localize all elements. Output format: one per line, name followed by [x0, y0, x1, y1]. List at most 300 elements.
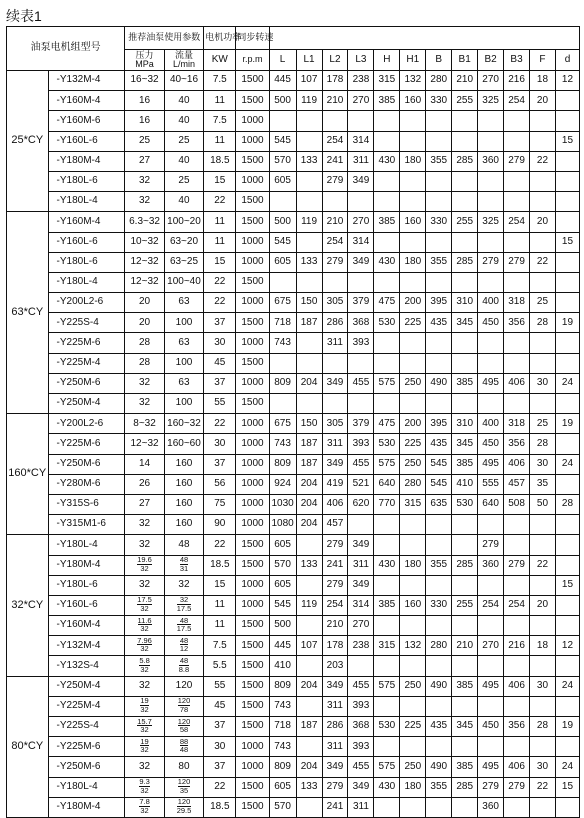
cell-L3: 349 — [348, 535, 374, 555]
cell-B3: 254 — [504, 595, 530, 615]
cell-B2: 360 — [478, 797, 504, 817]
cell-L1 — [296, 737, 322, 757]
cell-H: 385 — [374, 91, 400, 111]
table-row — [7, 171, 580, 191]
cell-B1 — [452, 111, 478, 131]
cell-d — [555, 474, 579, 494]
fraction — [180, 637, 188, 653]
cell-power: 30 — [204, 333, 236, 353]
cell-B — [426, 394, 452, 414]
fraction-bottom: 32 — [140, 785, 149, 795]
cell-power: 30 — [204, 737, 236, 757]
cell-B: 280 — [426, 71, 452, 91]
cell-B3 — [504, 171, 530, 191]
cell-F — [530, 111, 556, 131]
cell-L3: 270 — [348, 616, 374, 636]
cell-flow: 160~32 — [164, 414, 203, 434]
fraction-top: 19.6 — [137, 555, 152, 565]
cell-power: 15 — [204, 171, 236, 191]
cell-L2: 279 — [322, 171, 348, 191]
table-row — [7, 757, 580, 777]
cell-H — [374, 333, 400, 353]
fraction — [180, 738, 188, 754]
table-row — [7, 696, 580, 716]
fraction-top: 48 — [179, 635, 189, 645]
fraction-top: 48 — [179, 555, 189, 565]
cell-model: -Y250M-4 — [48, 676, 125, 696]
table-row — [7, 636, 580, 656]
cell-L: 605 — [269, 171, 296, 191]
cell-H1 — [400, 171, 426, 191]
cell-power: 11 — [204, 232, 236, 252]
cell-power: 11 — [204, 212, 236, 232]
fraction — [139, 657, 149, 673]
cell-power: 22 — [204, 535, 236, 555]
cell-B1 — [452, 575, 478, 595]
cell-L3: 393 — [348, 333, 374, 353]
fraction — [180, 556, 188, 572]
table-row — [7, 293, 580, 313]
cell-B3 — [504, 515, 530, 535]
fraction — [139, 778, 149, 794]
cell-B2: 450 — [478, 313, 504, 333]
cell-H1: 250 — [400, 373, 426, 393]
cell-L2 — [322, 353, 348, 373]
cell-L2: 210 — [322, 212, 348, 232]
cell-pressure: 32 — [125, 575, 164, 595]
cell-L1 — [296, 797, 322, 817]
cell-L3: 311 — [348, 555, 374, 575]
cell-B2: 495 — [478, 454, 504, 474]
cell-flow: 100 — [164, 313, 203, 333]
cell-power: 45 — [204, 696, 236, 716]
cell-B2: 325 — [478, 91, 504, 111]
header-L3: L3 — [348, 50, 374, 71]
cell-L2: 286 — [322, 717, 348, 737]
cell-L1 — [296, 333, 322, 353]
cell-H — [374, 535, 400, 555]
cell-d: 24 — [555, 676, 579, 696]
cell-H: 530 — [374, 313, 400, 333]
cell-B3 — [504, 656, 530, 676]
fraction-top: 7.8 — [139, 797, 150, 807]
cell-flow: 32 — [164, 575, 203, 595]
header-F: F — [530, 50, 556, 71]
header-d: d — [555, 50, 579, 71]
fraction-bottom: 58 — [179, 725, 189, 735]
cell-B1: 345 — [452, 434, 478, 454]
fraction-top: 7.96 — [137, 635, 152, 645]
cell-d: 12 — [555, 71, 579, 91]
cell-B3: 279 — [504, 777, 530, 797]
cell-H1: 280 — [400, 474, 426, 494]
fraction-top: 120 — [177, 777, 191, 787]
cell-flow — [164, 616, 203, 636]
cell-H1 — [400, 696, 426, 716]
cell-H1 — [400, 656, 426, 676]
cell-pressure: 16 — [125, 91, 164, 111]
cell-L1: 187 — [296, 717, 322, 737]
fraction-bottom: 32 — [140, 624, 149, 634]
cell-d — [555, 272, 579, 292]
group-label: 25*CY — [7, 71, 49, 212]
table-row — [7, 252, 580, 272]
cell-L3: 314 — [348, 595, 374, 615]
cell-B: 545 — [426, 474, 452, 494]
cell-B1 — [452, 616, 478, 636]
fraction — [139, 798, 149, 814]
cell-d — [555, 515, 579, 535]
cell-pressure: 32 — [125, 394, 164, 414]
cell-B3 — [504, 232, 530, 252]
fraction-bottom: 29.5 — [176, 805, 192, 815]
cell-H1: 180 — [400, 252, 426, 272]
cell-pressure: 20 — [125, 293, 164, 313]
cell-H1: 315 — [400, 494, 426, 514]
cell-speed: 1000 — [236, 232, 269, 252]
cell-speed: 1000 — [236, 414, 269, 434]
cell-B2: 400 — [478, 293, 504, 313]
cell-L1: 204 — [296, 494, 322, 514]
cell-B1 — [452, 192, 478, 212]
cell-power: 15 — [204, 252, 236, 272]
cell-L1: 204 — [296, 757, 322, 777]
cell-speed: 1000 — [236, 575, 269, 595]
fraction — [137, 596, 152, 612]
cell-B1: 385 — [452, 373, 478, 393]
cell-H1 — [400, 131, 426, 151]
cell-speed: 1000 — [236, 293, 269, 313]
fraction-bottom: 32 — [140, 805, 149, 815]
table-row — [7, 333, 580, 353]
cell-L1: 204 — [296, 515, 322, 535]
cell-B2 — [478, 333, 504, 353]
cell-H1: 200 — [400, 293, 426, 313]
cell-pressure: 28 — [125, 333, 164, 353]
cell-L2 — [322, 192, 348, 212]
cell-speed: 1000 — [236, 737, 269, 757]
cell-B2: 279 — [478, 252, 504, 272]
cell-H: 575 — [374, 454, 400, 474]
cell-d — [555, 555, 579, 575]
cell-d: 19 — [555, 717, 579, 737]
spec-table — [6, 26, 580, 818]
cell-power: 22 — [204, 777, 236, 797]
cell-H: 430 — [374, 777, 400, 797]
cell-model: -Y180L-6 — [48, 252, 125, 272]
cell-H1: 132 — [400, 71, 426, 91]
table-row — [7, 676, 580, 696]
cell-speed: 1000 — [236, 373, 269, 393]
cell-L3 — [348, 192, 374, 212]
cell-speed: 1500 — [236, 535, 269, 555]
cell-L — [269, 192, 296, 212]
cell-model: -Y180L-6 — [48, 575, 125, 595]
fraction — [177, 617, 192, 633]
cell-L: 809 — [269, 454, 296, 474]
cell-L3: 368 — [348, 313, 374, 333]
table-row — [7, 717, 580, 737]
cell-H1 — [400, 353, 426, 373]
cell-B — [426, 272, 452, 292]
cell-B2 — [478, 232, 504, 252]
cell-L3 — [348, 111, 374, 131]
cell-B3: 279 — [504, 252, 530, 272]
cell-B3: 216 — [504, 71, 530, 91]
cell-B: 435 — [426, 313, 452, 333]
cell-H — [374, 656, 400, 676]
cell-pressure — [125, 555, 164, 575]
cell-L3: 393 — [348, 696, 374, 716]
cell-L2: 210 — [322, 91, 348, 111]
header-model: 油泵电机组型号 — [7, 27, 125, 71]
cell-model: -Y132S-4 — [48, 656, 125, 676]
cell-B3 — [504, 333, 530, 353]
cell-L2: 349 — [322, 373, 348, 393]
cell-pressure — [125, 777, 164, 797]
cell-d — [555, 192, 579, 212]
table-row — [7, 414, 580, 434]
cell-L1 — [296, 394, 322, 414]
cell-L3 — [348, 272, 374, 292]
cell-F — [530, 656, 556, 676]
cell-power: 55 — [204, 394, 236, 414]
cell-F: 50 — [530, 494, 556, 514]
cell-pressure — [125, 616, 164, 636]
cell-speed: 1000 — [236, 474, 269, 494]
cell-B2 — [478, 656, 504, 676]
fraction-bottom: 32 — [140, 664, 149, 674]
fraction-bottom: 17.5 — [176, 624, 192, 634]
table-row — [7, 575, 580, 595]
cell-B1: 210 — [452, 71, 478, 91]
cell-L2: 279 — [322, 535, 348, 555]
cell-B — [426, 696, 452, 716]
cell-H: 385 — [374, 595, 400, 615]
cell-L2: 241 — [322, 151, 348, 171]
cell-B — [426, 232, 452, 252]
cell-F: 35 — [530, 474, 556, 494]
cell-B3 — [504, 394, 530, 414]
fraction-top: 17.5 — [137, 595, 152, 605]
cell-model: -Y180L-4 — [48, 535, 125, 555]
cell-B1: 285 — [452, 252, 478, 272]
cell-pressure: 32 — [125, 535, 164, 555]
cell-speed: 1000 — [236, 333, 269, 353]
cell-power: 30 — [204, 434, 236, 454]
fraction-top: 11.6 — [137, 615, 152, 625]
cell-flow: 25 — [164, 171, 203, 191]
cell-flow — [164, 777, 203, 797]
cell-B3: 318 — [504, 293, 530, 313]
cell-flow — [164, 717, 203, 737]
cell-H1: 250 — [400, 676, 426, 696]
cell-L: 545 — [269, 595, 296, 615]
cell-L3: 311 — [348, 797, 374, 817]
cell-L2: 203 — [322, 656, 348, 676]
cell-B3: 406 — [504, 373, 530, 393]
cell-speed: 1000 — [236, 515, 269, 535]
cell-L: 500 — [269, 212, 296, 232]
cell-model: -Y180L-4 — [48, 777, 125, 797]
cell-H1: 180 — [400, 555, 426, 575]
cell-flow: 160~60 — [164, 434, 203, 454]
cell-pressure: 16 — [125, 111, 164, 131]
header-speed-unit: r.p.m — [236, 50, 269, 71]
cell-flow: 100~40 — [164, 272, 203, 292]
cell-flow: 25 — [164, 131, 203, 151]
cell-L2 — [322, 272, 348, 292]
cell-B1 — [452, 272, 478, 292]
cell-B — [426, 656, 452, 676]
cell-d — [555, 212, 579, 232]
cell-d: 28 — [555, 494, 579, 514]
fraction-bottom: 8.8 — [178, 664, 190, 674]
cell-power: 15 — [204, 575, 236, 595]
cell-H — [374, 192, 400, 212]
cell-B — [426, 575, 452, 595]
cell-B3 — [504, 575, 530, 595]
group-label: 32*CY — [7, 535, 49, 676]
cell-model: -Y180L-4 — [48, 272, 125, 292]
fraction — [140, 697, 148, 713]
cell-flow — [164, 696, 203, 716]
cell-L3: 455 — [348, 454, 374, 474]
cell-L2: 311 — [322, 434, 348, 454]
cell-B2: 325 — [478, 212, 504, 232]
cell-H1: 180 — [400, 151, 426, 171]
cell-B1: 255 — [452, 595, 478, 615]
cell-model: -Y160M-4 — [48, 212, 125, 232]
cell-speed: 1000 — [236, 252, 269, 272]
cell-d — [555, 293, 579, 313]
cell-flow — [164, 636, 203, 656]
cell-B: 490 — [426, 373, 452, 393]
cell-L1 — [296, 535, 322, 555]
cell-pressure: 32 — [125, 757, 164, 777]
cell-power: 37 — [204, 757, 236, 777]
table-row — [7, 777, 580, 797]
cell-L3: 620 — [348, 494, 374, 514]
cell-power: 37 — [204, 373, 236, 393]
cell-L2: 406 — [322, 494, 348, 514]
cell-power: 55 — [204, 676, 236, 696]
cell-B2: 495 — [478, 757, 504, 777]
cell-L1: 204 — [296, 373, 322, 393]
cell-L3: 314 — [348, 131, 374, 151]
table-row — [7, 394, 580, 414]
cell-B — [426, 171, 452, 191]
cell-L — [269, 272, 296, 292]
cell-H1: 200 — [400, 414, 426, 434]
fraction-top: 32 — [177, 596, 192, 605]
cell-pressure: 12~32 — [125, 434, 164, 454]
cell-B3 — [504, 616, 530, 636]
cell-B: 355 — [426, 555, 452, 575]
table-row — [7, 353, 580, 373]
cell-B: 330 — [426, 91, 452, 111]
cell-B2: 254 — [478, 595, 504, 615]
cell-H — [374, 515, 400, 535]
cell-power: 22 — [204, 272, 236, 292]
cell-power: 11 — [204, 91, 236, 111]
cell-H1 — [400, 535, 426, 555]
cell-L3: 270 — [348, 91, 374, 111]
cell-B2 — [478, 575, 504, 595]
cell-L: 605 — [269, 777, 296, 797]
cell-F: 28 — [530, 313, 556, 333]
cell-L: 410 — [269, 656, 296, 676]
cell-L3 — [348, 656, 374, 676]
cell-B2 — [478, 515, 504, 535]
cell-H1 — [400, 616, 426, 636]
cell-pressure — [125, 717, 164, 737]
cell-speed: 1500 — [236, 636, 269, 656]
cell-model: -Y250M-6 — [48, 373, 125, 393]
cell-L1 — [296, 111, 322, 131]
cell-B3 — [504, 696, 530, 716]
fraction — [178, 718, 191, 734]
cell-F — [530, 535, 556, 555]
cell-power: 7.5 — [204, 71, 236, 91]
fraction-bottom: 48 — [179, 745, 189, 755]
cell-H — [374, 131, 400, 151]
header-L1: L1 — [296, 50, 322, 71]
cell-B3: 318 — [504, 414, 530, 434]
cell-speed: 1000 — [236, 171, 269, 191]
cell-L1 — [296, 353, 322, 373]
cell-power: 18.5 — [204, 555, 236, 575]
cell-B2: 360 — [478, 151, 504, 171]
fraction-bottom: 35 — [179, 785, 189, 795]
cell-model: -Y315S-6 — [48, 494, 125, 514]
cell-d: 15 — [555, 575, 579, 595]
table-row — [7, 434, 580, 454]
cell-B — [426, 515, 452, 535]
cell-B3: 406 — [504, 757, 530, 777]
fraction — [178, 697, 191, 713]
cell-L1 — [296, 656, 322, 676]
cell-B2 — [478, 111, 504, 131]
table-row — [7, 797, 580, 817]
cell-speed: 1500 — [236, 353, 269, 373]
cell-H: 475 — [374, 414, 400, 434]
fraction — [178, 778, 191, 794]
cell-pressure: 12~32 — [125, 272, 164, 292]
cell-B1 — [452, 696, 478, 716]
cell-pressure: 20 — [125, 313, 164, 333]
cell-F: 25 — [530, 414, 556, 434]
cell-B1 — [452, 737, 478, 757]
cell-B3: 254 — [504, 91, 530, 111]
cell-flow: 40 — [164, 151, 203, 171]
cell-L — [269, 394, 296, 414]
cell-power: 45 — [204, 353, 236, 373]
cell-flow: 63~25 — [164, 252, 203, 272]
cell-B3: 279 — [504, 151, 530, 171]
cell-L: 1030 — [269, 494, 296, 514]
cell-H1: 225 — [400, 434, 426, 454]
cell-B — [426, 192, 452, 212]
cell-model: -Y160M-6 — [48, 111, 125, 131]
cell-flow: 120 — [164, 676, 203, 696]
cell-L2: 419 — [322, 474, 348, 494]
cell-model: -Y160M-4 — [48, 616, 125, 636]
cell-d: 19 — [555, 414, 579, 434]
table-row — [7, 272, 580, 292]
cell-model: -Y250M-6 — [48, 454, 125, 474]
fraction-bottom: 12 — [179, 644, 189, 654]
